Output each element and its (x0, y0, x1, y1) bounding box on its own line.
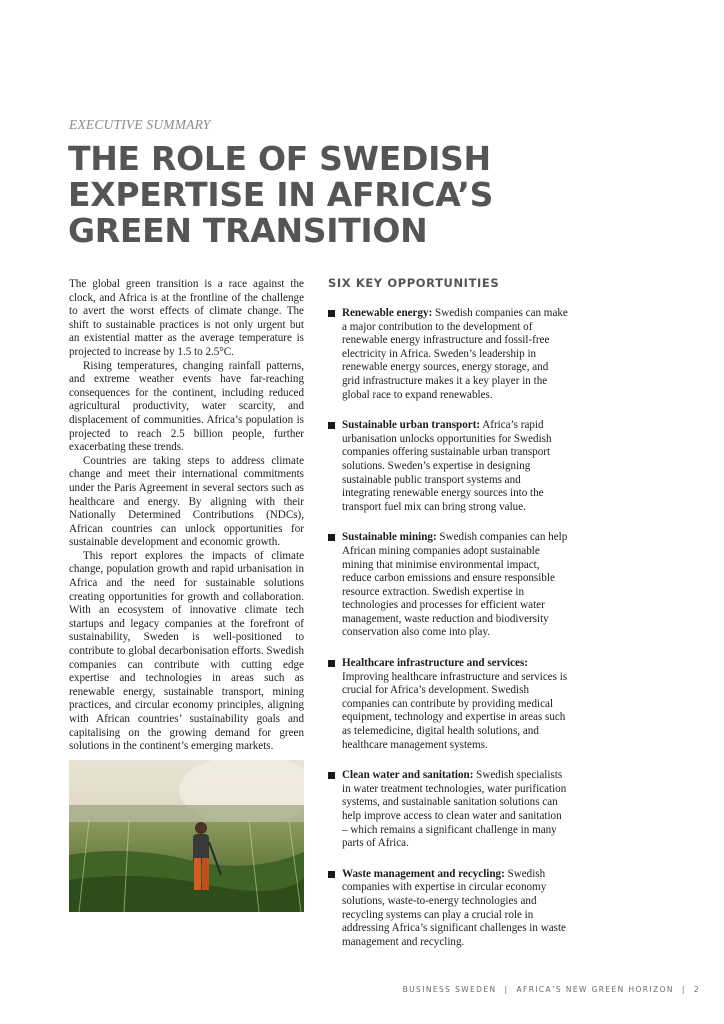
opportunity-heading: Waste management and recycling: (342, 867, 505, 880)
footer-divider: | (504, 985, 509, 994)
opportunity-item (328, 419, 568, 514)
footer-publication: AFRICA’S NEW GREEN HORIZON (516, 985, 674, 994)
opportunity-text: Improving healthcare infrastructure and services is crucial for Africa’s development. Swedish companies can contribute by providing medical equipment, technology and expertise in areas such as telemedicine, digital health solutions, and healthcare management systems. (342, 670, 568, 751)
body-text-column (69, 278, 304, 754)
body-paragraph-2: Rising temperatures, changing rainfall patterns, and extreme weather events have far-reaching consequences for the continent, including reduced agricultural productivity, water scarcity, and displacement of communities. Africa’s population is projected to reach 2.5 billion people, further exacerbating these trends. (69, 359, 304, 454)
square-bullet-icon (328, 534, 335, 541)
square-bullet-icon (328, 660, 335, 667)
title-line-3: GREEN TRANSITION (68, 211, 428, 250)
square-bullet-icon (328, 871, 335, 878)
opportunity-text: Swedish companies with expertise in circular economy solutions, waste-to-energy technologies and recycling systems can play a crucial role in addressing Africa’s significant challenges in waste management and recycling. (342, 867, 566, 948)
title-line-2: EXPERTISE IN AFRICA’S (68, 175, 494, 214)
footer-org: BUSINESS SWEDEN (402, 985, 497, 994)
opportunity-heading: Renewable energy: (342, 307, 433, 319)
body-paragraph-1: The global green transition is a race against the clock, and Africa is at the frontline of the challenge to avert the worst effects of climate change. The shift to sustainable practices is not only urgent but an existential matter as the average temperature is projected to increase by 1.5 to 2.5°C. (69, 278, 304, 358)
opportunity-text: Swedish specialists in water treatment technologies, water purification systems, and sustainable sanitation solutions can help improve access to clean water and sanitation – which remains a significant challenge in many parts of Africa. (342, 769, 567, 850)
section-kicker: EXECUTIVE SUMMARY (69, 117, 211, 132)
opportunity-item (328, 769, 568, 851)
body-paragraph-4: This report explores the impacts of climate change, population growth and rapid urbanisation in Africa and the need for sustainable solutions creating opportunities for growth and collaboration. With an ecosystem of innovative climate tech startups and legacy companies at the forefront of sustainability, Sweden is well-positioned to contribute to global decarbonisation efforts. Swedish companies can contribute with cutting edge expertise and technologies in areas such as renewable energy, sustainable transport, mining practices, and circular economy principles, aligning with African countries’ sustainability goals and capitalising on the growing demand for green solutions in the continent’s emerging markets. (69, 549, 304, 753)
opportunity-heading: Clean water and sanitation: (342, 769, 474, 782)
opportunity-item (328, 657, 568, 752)
farmer-field-photo (69, 760, 304, 912)
opportunity-text: Africa’s rapid urbanisation unlocks opportunities for Swedish companies offering sustainable urban transport solutions. Sweden’s expertise in designing sustainable public transport systems and integrating renewable energy sources into the transport fuel mix can bring strong value. (342, 419, 552, 513)
square-bullet-icon (328, 310, 335, 317)
opportunity-item (328, 531, 568, 640)
opportunity-text: Swedish companies can make a major contribution to the development of renewable energy infrastructure and fossil-free electricity in Africa. Sweden’s leadership in renewable energy sources, energy storage, and grid infrastructure makes it a key player in the global race to expand renewables. (342, 307, 568, 401)
opportunities-title: SIX KEY OPPORTUNITIES (328, 276, 500, 290)
page-title (68, 141, 628, 249)
opportunity-heading: Sustainable mining: (342, 531, 437, 544)
opportunity-heading: Sustainable urban transport: (342, 419, 481, 432)
square-bullet-icon (328, 772, 335, 779)
body-paragraph-3: Countries are taking steps to address climate change and meet their international commitments under the Paris Agreement in several sectors such as healthcare and energy. By aligning with their Nationally Determined Contributions (NDCs), African countries can unlock opportunities for sustainable development and economic growth. (69, 454, 304, 549)
title-line-1: THE ROLE OF SWEDISH (68, 139, 491, 178)
footer-divider: | (681, 985, 686, 994)
page-footer (403, 985, 700, 994)
page-number: 2 (693, 985, 700, 994)
opportunity-heading: Healthcare infrastructure and services: (342, 657, 528, 670)
opportunities-column (328, 276, 568, 966)
opportunity-item (328, 307, 568, 402)
opportunity-item (328, 868, 568, 950)
square-bullet-icon (328, 422, 335, 429)
opportunity-text: Swedish companies can help African mining companies adopt sustainable mining that minimise environmental impact, reduce carbon emissions and ensure responsible resource extraction. Swedish expertise in technologies and processes for efficient water management, waste reduction and biodiversity conservation also come into play. (342, 531, 568, 639)
